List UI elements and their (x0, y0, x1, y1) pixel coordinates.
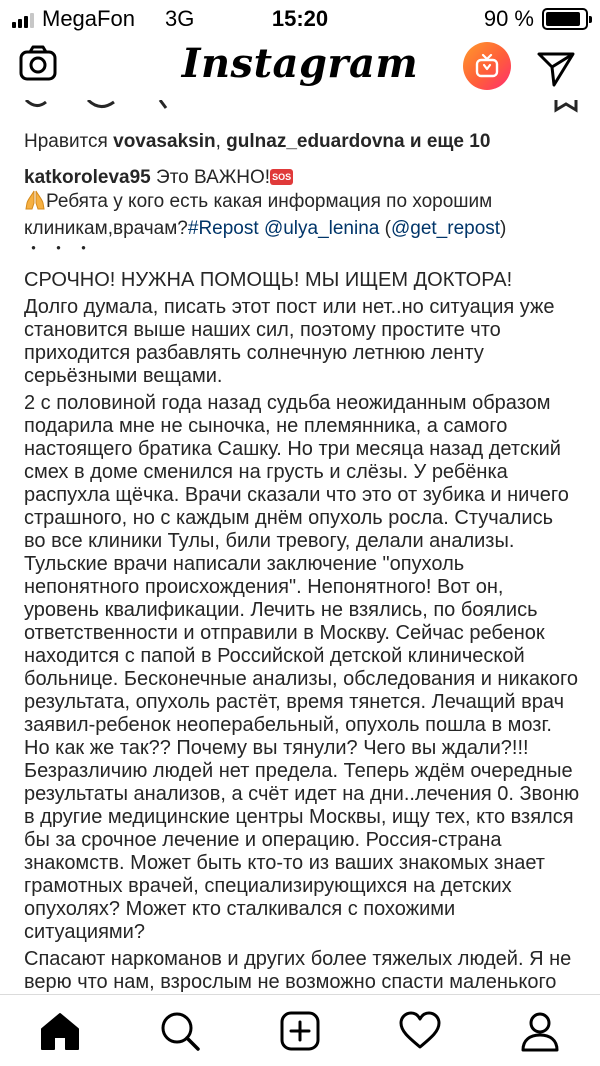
post-paragraph: 2 с половиной года назад судьба неожиданным образом подарила мне не сыночка, не племянника, а самого настоящего братика Сашку. Но три месяца назад детский смех в доме сменился на грусть и слёзы. У ребёнка распухла щёчка. Врачи сказали что это от зубика и ничего страшного, но с каждым днём опухоль росла. Стучались во все клиники Тулы, били тревогу, делали анализы. Тульские врачи написали заключение "опухоль непонятного происхождения". Непонятного! Вот он, уровень квалификации. Лечить не взялись, по боялись ответственности и отправили в Москву. Сейчас ребенок находится с папой в Российской детской клинической больнице. Бесконечные анализы, обследования и никакого результата, опухоль растёт, время тянется. Лечащий врач заявил-ребенок неоперабельный, опухоль пошла в мозг. Но как же так?? Почему вы тянули? Чего вы ждали?!!! Безразличию людей нет предела. Теперь ждём очередные результаты анализов, а счёт идет на дни..лечения 0. Звоню в другие медицинские центры Москвы, ищу тех, кто взялся бы за срочное лечение и операцию. Россия-страна знакомств. Может быть кто-то из ваших знакомых знает грамотных врачей, специализирующихся на детских опухолях? Может кто сталкивался с похожими ситуациями? (24, 392, 580, 943)
caption-header (24, 166, 580, 190)
app-header (0, 36, 600, 100)
mention-link[interactable]: @get_repost (390, 218, 501, 239)
likes-separator: , (215, 131, 221, 152)
comment-icon (88, 100, 114, 107)
new-post-icon[interactable] (278, 1009, 322, 1053)
paren-open: ( (384, 218, 391, 239)
likes-more[interactable]: и еще 10 (409, 131, 491, 152)
direct-send-icon[interactable] (536, 48, 576, 88)
battery-info (484, 6, 588, 32)
praying-hands-icon (24, 190, 46, 217)
share-icon (160, 100, 166, 108)
liker-username[interactable]: vovasaksin (113, 131, 216, 152)
battery-percent: 90 % (483, 6, 534, 31)
search-icon[interactable] (158, 1009, 202, 1053)
caption-dots: ・・・ (24, 239, 100, 260)
caption-title: Это ВАЖНО! (156, 167, 271, 188)
status-bar (0, 0, 600, 36)
post-paragraph: СРОЧНО! НУЖНА ПОМОЩЬ! МЫ ИЩЕМ ДОКТОРА! (24, 269, 513, 291)
likes-line[interactable] (24, 130, 580, 154)
home-icon[interactable] (38, 1009, 82, 1053)
likes-prefix: Нравится (24, 131, 108, 152)
instagram-logo: Instagram (181, 40, 419, 87)
igtv-icon[interactable] (463, 42, 511, 90)
post-content (24, 124, 580, 1017)
paren-close: ) (500, 218, 507, 239)
post-paragraph: Долго думала, писать этот пост или нет..но ситуация уже становится выше наших сил, поэтому простите что приходится разбавлять солнечную летнюю ленту серьёзными вещами. (24, 296, 555, 387)
post-action-row (0, 100, 600, 114)
activity-heart-icon[interactable] (398, 1009, 442, 1053)
post-paragraph: Спасают наркоманов и других более тяжелых людей. Я не верю что нам, взрослым не возможно спасти маленького (24, 948, 572, 993)
caption-line: Ребята у кого есть какая информация по хорошим клиникам,врачам? (24, 191, 493, 239)
mention-link[interactable]: @ulya_lenina (263, 218, 380, 239)
network-type: 3G (164, 6, 195, 31)
profile-icon[interactable] (518, 1009, 562, 1053)
battery-level-fill (546, 12, 580, 26)
hashtag-link[interactable]: #Repost (187, 218, 259, 239)
like-icon (26, 100, 46, 106)
bottom-tab-bar (0, 994, 600, 1066)
carrier-name: MegaFon (42, 6, 135, 31)
liker-username[interactable]: gulnaz_eduardovna (226, 131, 405, 152)
status-time: 15:20 (271, 6, 329, 31)
bookmark-icon (556, 100, 576, 110)
battery-icon (542, 8, 588, 30)
sos-emoji-icon: SOS (270, 169, 293, 185)
caption-username[interactable]: katkoroleva95 (24, 167, 151, 188)
caption-body (24, 190, 580, 241)
